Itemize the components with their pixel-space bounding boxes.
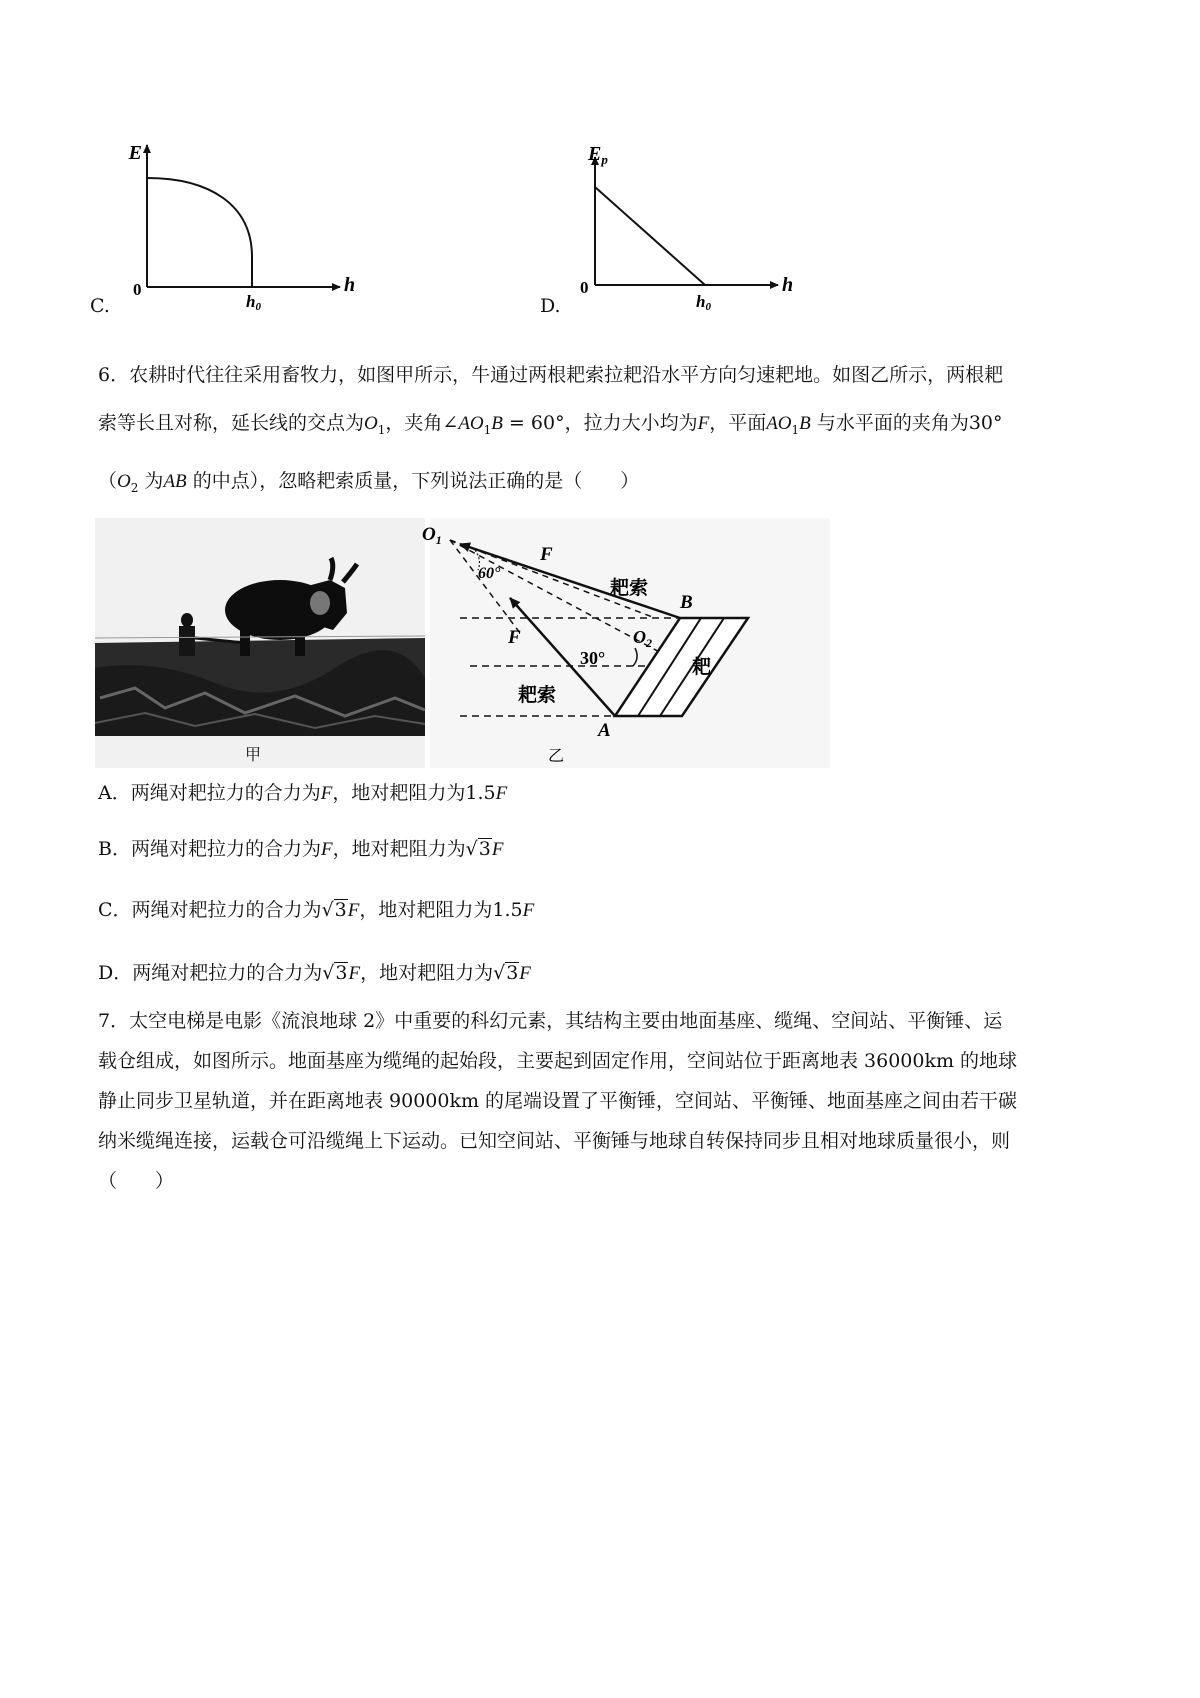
figure-jia: [95, 518, 425, 768]
graph-d-plot: [540, 135, 820, 335]
q6-b: B: [491, 413, 503, 434]
graph-c-origin: 0: [133, 280, 142, 299]
resultant-var: F: [347, 900, 360, 921]
option-mid: ，地对耙阻力为: [360, 962, 494, 984]
q7-number: 7．: [98, 1010, 130, 1032]
label-angle-60: 60°: [478, 565, 501, 582]
q6-line2-k: 与水平面的夹角为30°: [810, 412, 1003, 434]
label-harrow: 耙: [692, 657, 712, 678]
sqrt-sign: √: [465, 838, 478, 860]
label-b: B: [680, 592, 693, 613]
q7-line: [98, 1048, 1017, 1074]
resist-var: F: [491, 839, 504, 860]
label-rope-top: 耙索: [610, 578, 649, 599]
option-text: 两绳对耙拉力的合力为: [130, 782, 321, 804]
q6-ao-2-sub: 1: [791, 422, 800, 437]
q6-o2: O: [117, 471, 131, 492]
q6-line2-h: ，平面: [709, 412, 767, 434]
q7-line: [98, 1168, 174, 1194]
graph-c-curve: [147, 178, 252, 287]
q6-ao-sub: 1: [483, 422, 492, 437]
option-text: 两绳对耙拉力的合力为: [131, 899, 322, 921]
resultant-var: F: [320, 783, 333, 804]
resultant-var: F: [348, 963, 361, 984]
graph-d-x-mark: h0: [696, 292, 711, 313]
radicand: 3: [506, 962, 519, 984]
q6-o2-sub: 2: [130, 480, 139, 495]
q6-o1: O: [364, 413, 378, 434]
radicand: 3: [335, 962, 348, 984]
graph-d-origin: 0: [580, 278, 589, 297]
q6-line1: [98, 362, 1003, 388]
resist-var: F: [522, 900, 535, 921]
option-d-label: D.: [540, 295, 561, 317]
q6-option-b: [98, 834, 503, 861]
force-diagram: [422, 518, 830, 768]
graph-c: [90, 135, 370, 335]
option-label: C．: [98, 899, 132, 921]
radicand: 3: [334, 899, 347, 921]
option-mid: ，地对耙阻力为: [359, 899, 493, 921]
label-o2: $O_2$: [633, 627, 652, 650]
q6-f: F: [697, 413, 710, 434]
q6-line3-e: 的中点），忽略耙索质量，下列说法正确的是（ ）: [186, 470, 640, 492]
q6-line1-text: 农耕时代往往采用畜牧力，如图甲所示，牛通过两根耙索拉耙沿水平方向匀速耙地。如图乙所示，两根耙: [129, 364, 1004, 386]
sqrt-sign: √: [321, 899, 334, 921]
resist-num: 1.5: [492, 899, 523, 921]
graph-d-x-label: h: [782, 274, 794, 296]
option-text: 两绳对耙拉力的合力为: [132, 962, 323, 984]
resist-num: 1.5: [465, 782, 496, 804]
label-a: A: [598, 720, 611, 741]
q6-line3-a: （: [98, 470, 118, 492]
option-label: D．: [98, 962, 133, 984]
graph-c-x-mark: h0: [246, 292, 261, 313]
option-text: 两绳对耙拉力的合力为: [130, 838, 321, 860]
q6-option-d: [98, 958, 531, 985]
label-o1: $O_1$: [422, 524, 442, 547]
figure-yi-caption: 乙: [548, 748, 565, 765]
option-mid: ，地对耙阻力为: [332, 838, 466, 860]
q6-number: 6．: [98, 364, 130, 386]
resist-var: F: [519, 963, 531, 984]
graph-c-plot: [90, 135, 370, 335]
graph-d-y-label: $E_p$: [588, 143, 608, 167]
q6-ao: AO: [458, 413, 484, 434]
sqrt-sign: √: [493, 962, 506, 984]
q6-line3-c: 为: [138, 470, 164, 492]
q7-line: [98, 1128, 1010, 1154]
q7-line-3: 静止同步卫星轨道，并在距离地表 90000km 的尾端设置了平衡锤，空间站、平衡锤、地面基座之间由若干碳: [98, 1090, 1018, 1112]
q7-line-2: 载仓组成，如图所示。地面基座为缆绳的起始段，主要起到固定作用，空间站位于距离地表 36000km 的地球: [98, 1050, 1018, 1072]
q6-line2-c: ，夹角∠: [385, 412, 459, 434]
label-f-left: F: [508, 627, 521, 648]
q7-line-5: （ ）: [98, 1170, 175, 1192]
label-f-top: F: [540, 544, 553, 565]
q6-b-2: B: [799, 413, 811, 434]
radicand: 3: [478, 838, 491, 860]
graph-c-x-label: h: [344, 274, 356, 296]
option-mid: ，地对耙阻力为: [332, 782, 466, 804]
figure-yi: [422, 518, 830, 768]
option-label: A．: [98, 782, 131, 804]
label-angle-30: 30°: [580, 648, 606, 668]
option-label: B．: [98, 838, 131, 860]
q6-line2-f: = 60°，拉力大小均为: [502, 412, 698, 434]
q7-line-4: 纳米缆绳连接，运载仓可沿缆绳上下运动。已知空间站、平衡锤与地球自转保持同步且相对地球质量很小，则: [98, 1130, 1011, 1152]
q7-line-1: 太空电梯是电影《流浪地球 2》中重要的科幻元素，其结构主要由地面基座、缆绳、空间站、平衡锤、运: [129, 1010, 1003, 1032]
q6-line2: [98, 410, 1003, 443]
q6-line2-a: 索等长且对称，延长线的交点为: [98, 412, 365, 434]
q6-ao-2: AO: [766, 413, 792, 434]
ox-plowing-photo: [95, 518, 425, 768]
q6-option-c: [98, 895, 534, 922]
graph-d: [540, 135, 820, 335]
option-c-label: C.: [90, 295, 110, 317]
q6-line3: [98, 468, 639, 501]
resultant-var: F: [320, 839, 333, 860]
resist-var: F: [495, 783, 508, 804]
label-rope-bottom: 耙索: [518, 685, 557, 706]
q7-line: [98, 1008, 1002, 1034]
sqrt-sign: √: [322, 962, 335, 984]
q7-line: [98, 1088, 1017, 1114]
graph-c-y-label: E: [128, 142, 142, 164]
q6-o1-sub: 1: [377, 422, 386, 437]
graph-d-line: [595, 187, 705, 285]
figure-jia-caption: 甲: [245, 745, 262, 764]
q6-ab: AB: [163, 471, 187, 492]
q6-option-a: [98, 778, 507, 805]
